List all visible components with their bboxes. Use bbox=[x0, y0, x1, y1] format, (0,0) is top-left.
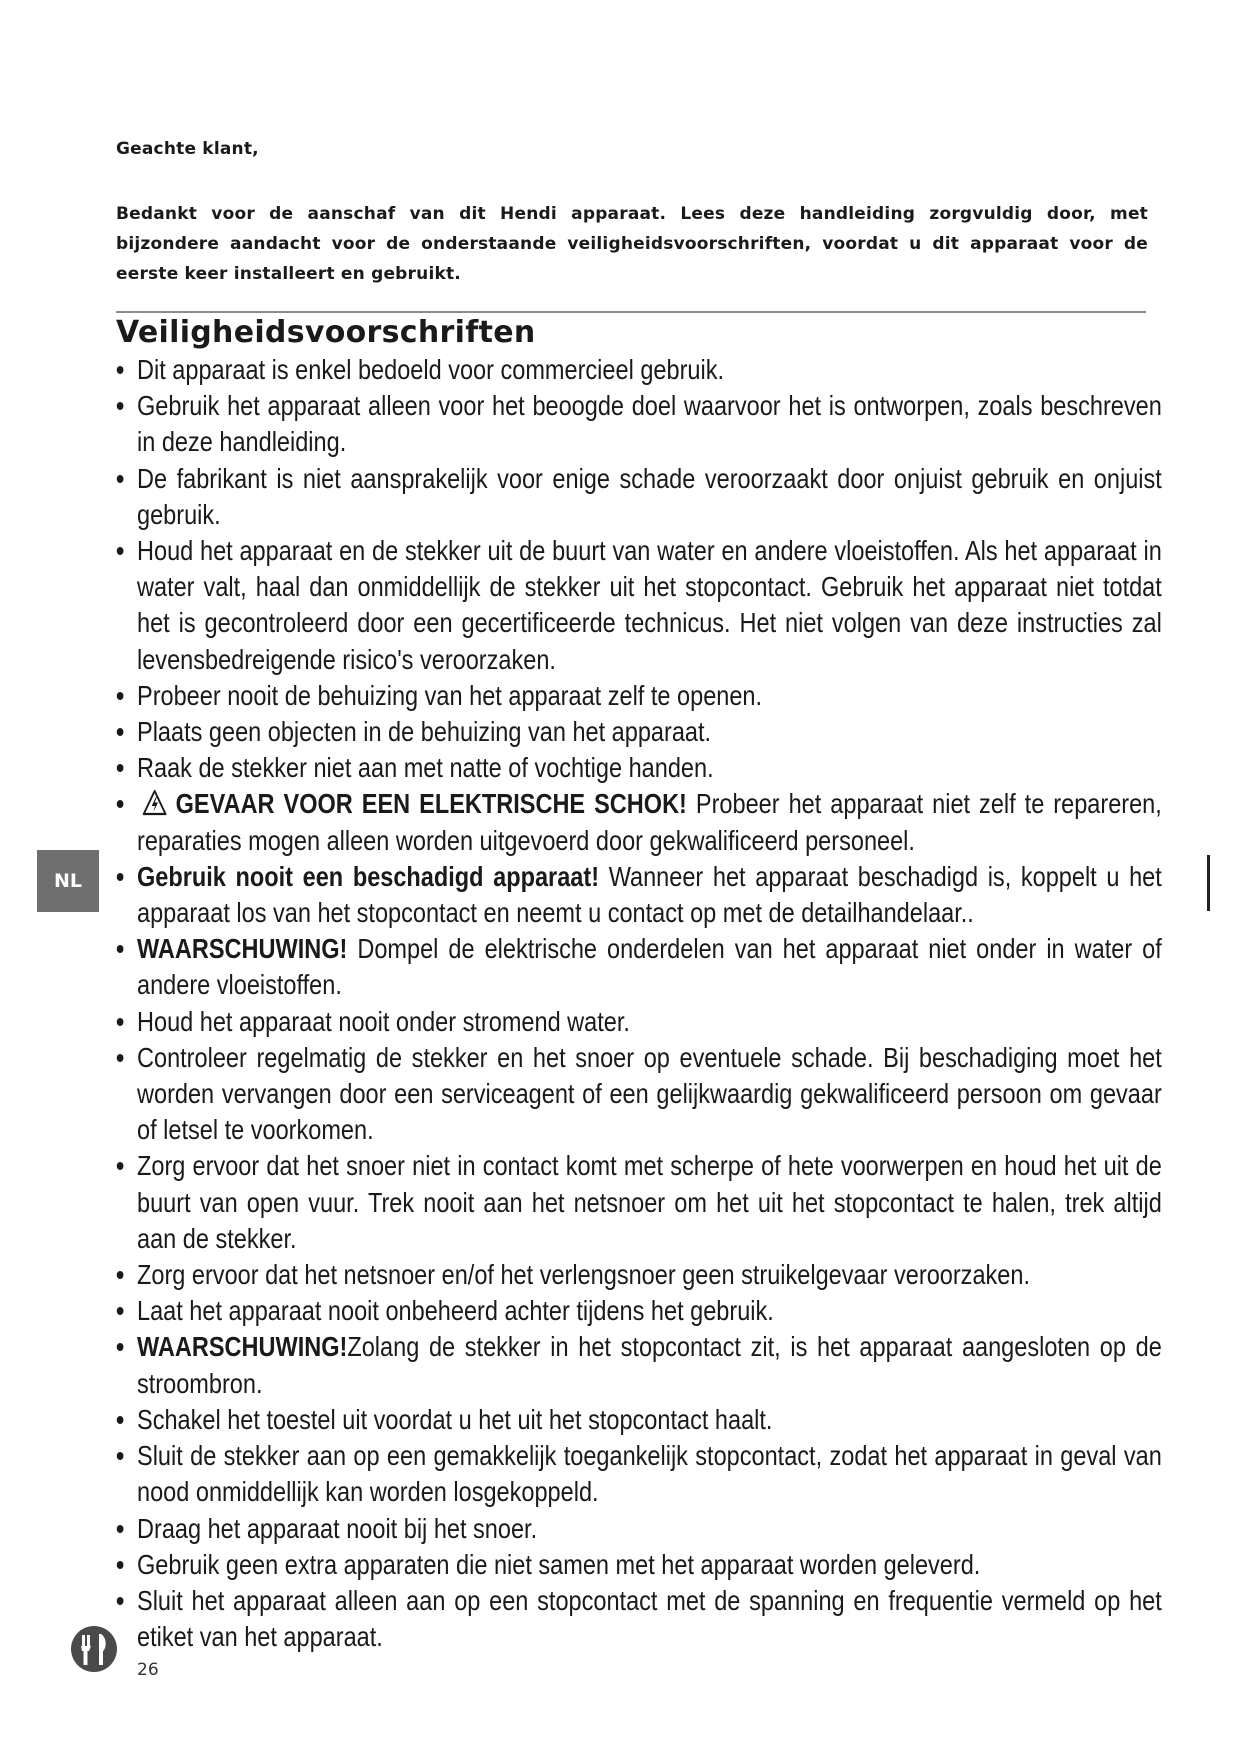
divider bbox=[116, 311, 1146, 313]
language-tab: NL bbox=[37, 850, 99, 912]
list-item: • Probeer nooit de behuizing van het apparaat zelf te openen. bbox=[116, 678, 1162, 714]
cutlery-logo-icon bbox=[70, 1625, 118, 1673]
list-item: • WAARSCHUWING!Zolang de stekker in het stopcontact zit, is het apparaat aangesloten op de stroombron. bbox=[116, 1329, 1162, 1401]
list-item: • GEVAAR VOOR EEN ELEKTRISCHE SCHOK! Probeer het apparaat niet zelf te repareren, reparaties mogen alleen worden uitgevoerd door gekwalificeerd personeel. bbox=[116, 786, 1162, 858]
safety-list bbox=[116, 352, 1162, 1655]
list-item: • De fabrikant is niet aansprakelijk voor enige schade veroorzaakt door onjuist gebruik en onjuist gebruik. bbox=[116, 461, 1162, 533]
list-item: • Gebruik geen extra apparaten die niet samen met het apparaat worden geleverd. bbox=[116, 1547, 1162, 1583]
list-item: • Plaats geen objecten in de behuizing van het apparaat. bbox=[116, 714, 1162, 750]
list-item: • Raak de stekker niet aan met natte of vochtige handen. bbox=[116, 750, 1162, 786]
intro-paragraph: Bedankt voor de aanschaf van dit Hendi apparaat. Lees deze handleiding zorgvuldig door, met bijzondere aandacht voor de onderstaande veiligheidsvoorschriften, voordat u dit apparaat voor de eerste keer installeert en gebruikt. bbox=[116, 204, 1148, 284]
list-item: • Sluit de stekker aan op een gemakkelijk toegankelijk stopcontact, zodat het apparaat in geval van nood onmiddellijk kan worden losgekoppeld. bbox=[116, 1438, 1162, 1510]
electric-hazard-icon bbox=[142, 789, 167, 816]
list-item: • WAARSCHUWING! Dompel de elektrische onderdelen van het apparaat niet onder in water of andere vloeistoffen. bbox=[116, 931, 1162, 1003]
list-item: • Gebruik het apparaat alleen voor het beoogde doel waarvoor het is ontworpen, zoals beschreven in deze handleiding. bbox=[116, 388, 1162, 460]
page-number: 26 bbox=[137, 1660, 159, 1680]
list-item: • Controleer regelmatig de stekker en het snoer op eventuele schade. Bij beschadiging moet het worden vervangen door een serviceagent of een gelijkwaardig gekwalificeerd persoon om gevaar of letsel te voorkomen. bbox=[116, 1040, 1162, 1149]
list-item: • Zorg ervoor dat het snoer niet in contact komt met scherpe of hete voorwerpen en houd het uit de buurt van open vuur. Trek nooit aan het netsnoer om het uit het stopcontact te halen, trek altijd aan de stekker. bbox=[116, 1148, 1162, 1257]
margin-marker bbox=[1207, 855, 1210, 911]
section-heading: Veiligheidsvoorschriften bbox=[116, 315, 536, 350]
list-item: • Houd het apparaat nooit onder stromend water. bbox=[116, 1004, 1162, 1040]
list-item: • Schakel het toestel uit voordat u het uit het stopcontact haalt. bbox=[116, 1402, 1162, 1438]
list-item: • Houd het apparaat en de stekker uit de buurt van water en andere vloeistoffen. Als het apparaat in water valt, haal dan onmiddellijk de stekker uit het stopcontact. Gebruik het apparaat niet totdat het is gecontroleerd door een gecertificeerde technicus. Het niet volgen van deze instructies zal levensbedreigende risico's veroorzaken. bbox=[116, 533, 1162, 678]
list-item: • Zorg ervoor dat het netsnoer en/of het verlengsnoer geen struikelgevaar veroorzaken. bbox=[116, 1257, 1162, 1293]
list-item: • Draag het apparaat nooit bij het snoer. bbox=[116, 1511, 1162, 1547]
list-item: • Sluit het apparaat alleen aan op een stopcontact met de spanning en frequentie vermeld op het etiket van het apparaat. bbox=[116, 1583, 1162, 1655]
list-item: • Gebruik nooit een beschadigd apparaat! Wanneer het apparaat beschadigd is, koppelt u het apparaat los van het stopcontact en neemt u contact op met de detailhandelaar.. bbox=[116, 859, 1162, 931]
list-item: • Dit apparaat is enkel bedoeld voor commercieel gebruik. bbox=[116, 352, 1162, 388]
greeting: Geachte klant, bbox=[116, 139, 259, 159]
list-item: • Laat het apparaat nooit onbeheerd achter tijdens het gebruik. bbox=[116, 1293, 1162, 1329]
